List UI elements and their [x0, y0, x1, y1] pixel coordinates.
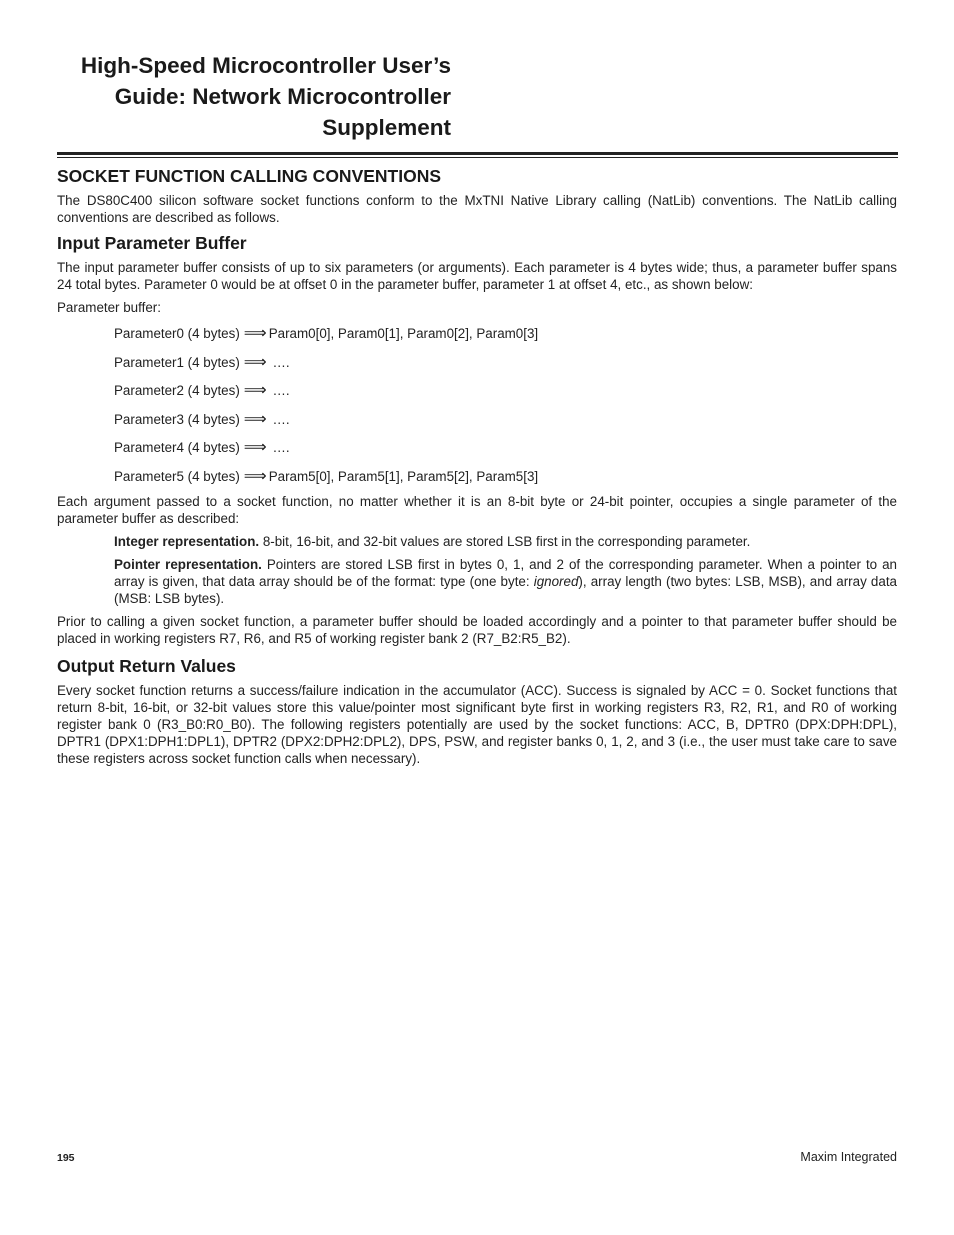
pointer-representation-lead: Pointer representation. [114, 556, 262, 572]
integer-representation-text: 8-bit, 16-bit, and 32-bit values are stored LSB first in the corresponding parameter. [259, 533, 751, 549]
parameter-value: Param5[0], Param5[1], Param5[2], Param5[3] [268, 468, 539, 484]
title-line-1: High-Speed Microcontroller User’s [80, 53, 451, 78]
right-double-arrow-icon: ⟹ [243, 410, 267, 428]
header-rule-thick [57, 152, 898, 155]
input-heading: Input Parameter Buffer [57, 233, 247, 253]
parameter-value: …. [268, 354, 290, 370]
right-double-arrow-icon: ⟹ [243, 467, 267, 485]
parameter-name: Parameter4 (4 bytes) [114, 440, 240, 456]
parameter-buffer-label: Parameter buffer: [57, 300, 161, 315]
pointer-representation-text-2: ), array length (two bytes: LSB, MSB), and array data (MSB: LSB bytes). [114, 573, 897, 606]
parameter-name: Parameter2 (4 bytes) [114, 383, 240, 399]
document-title [40, 50, 451, 143]
input-paragraph-2: Each argument passed to a socket function, no matter whether it is an 8-bit byte or 24-bit pointer, occupies a single parameter of the parameter buffer as described: [57, 493, 897, 526]
parameter-name: Parameter5 (4 bytes) [114, 468, 240, 484]
parameter-name: Parameter0 (4 bytes) [114, 326, 240, 341]
input-paragraph-3: Prior to calling a given socket function, a parameter buffer should be loaded accordingly and a pointer to that parameter buffer should be placed in working registers R7, R6, and R5 of working register bank 2 (R7_B2:R5_B2). [57, 613, 897, 646]
parameter-value: …. [268, 440, 290, 456]
parameter-name: Parameter1 (4 bytes) [114, 354, 240, 370]
page-content [57, 165, 897, 773]
parameter-name: Parameter3 (4 bytes) [114, 411, 240, 427]
output-paragraph-1: Every socket function returns a success/failure indication in the accumulator (ACC). Success is signaled by ACC = 0. Socket functions that return 8-bit, 16-bit, or 32-bit values store this value/pointer most significant byte first in working registers R3, R2, R1, and R0 of working register bank 0 (R3_B0:R0_B0). The following registers potentially are used by the socket functions: ACC, B, DPTR0 (DPX:DPH:DPL), DPTR1 (DPX1:DPH1:DPL1), DPTR2 (DPX2:DPH2:DPL2), DPS, PSW, and register banks 0, 1, 2, and 3 (i.e., the user must take care to save these registers across socket function calls when necessary). [57, 682, 897, 766]
output-heading: Output Return Values [57, 655, 236, 676]
integer-representation [114, 533, 897, 550]
right-double-arrow-icon: ⟹ [243, 325, 267, 342]
parameter-row [114, 439, 897, 468]
parameter-row [114, 382, 897, 411]
right-double-arrow-icon: ⟹ [243, 382, 267, 400]
right-double-arrow-icon: ⟹ [243, 353, 267, 371]
parameter-row [114, 325, 897, 354]
right-double-arrow-icon: ⟹ [243, 439, 267, 457]
parameter-list [114, 325, 897, 488]
parameter-row [114, 354, 897, 383]
pointer-representation-italic: ignored [533, 573, 579, 589]
footer-brand: Maxim Integrated [800, 1150, 897, 1164]
parameter-row [114, 468, 897, 488]
parameter-value: …. [268, 411, 290, 427]
pointer-representation-text-1: Pointers are stored LSB first in bytes 0, 1, and 2 of the corresponding parameter. When a pointer to an array is given, that data array should be of the format: type (one byte: [114, 556, 898, 589]
input-paragraph-1: The input parameter buffer consists of up to six parameters (or arguments). Each parameter is 4 bytes wide; thus, a parameter buffer spans 24 total bytes. Parameter 0 would be at offset 0 in the parameter buffer, parameter 1 at offset 4, etc., as shown below: [57, 260, 897, 292]
parameter-value: Param0[0], Param0[1], Param0[2], Param0[3] [268, 326, 539, 341]
section-heading: SOCKET FUNCTION CALLING CONVENTIONS [57, 166, 442, 186]
integer-representation-lead: Integer representation. [114, 533, 260, 549]
title-line-2: Guide: Network Microcontroller [114, 84, 451, 109]
title-line-3: Supplement [322, 115, 451, 140]
section-intro: The DS80C400 silicon software socket functions conform to the MxTNI Native Library calling (NatLib) conventions. The NatLib calling conventions are described as follows. [57, 193, 897, 225]
parameter-value: …. [268, 383, 290, 399]
header-rule-thin [57, 157, 898, 158]
pointer-representation [114, 556, 897, 607]
parameter-row [114, 411, 897, 440]
page-number: 195 [57, 1152, 75, 1164]
